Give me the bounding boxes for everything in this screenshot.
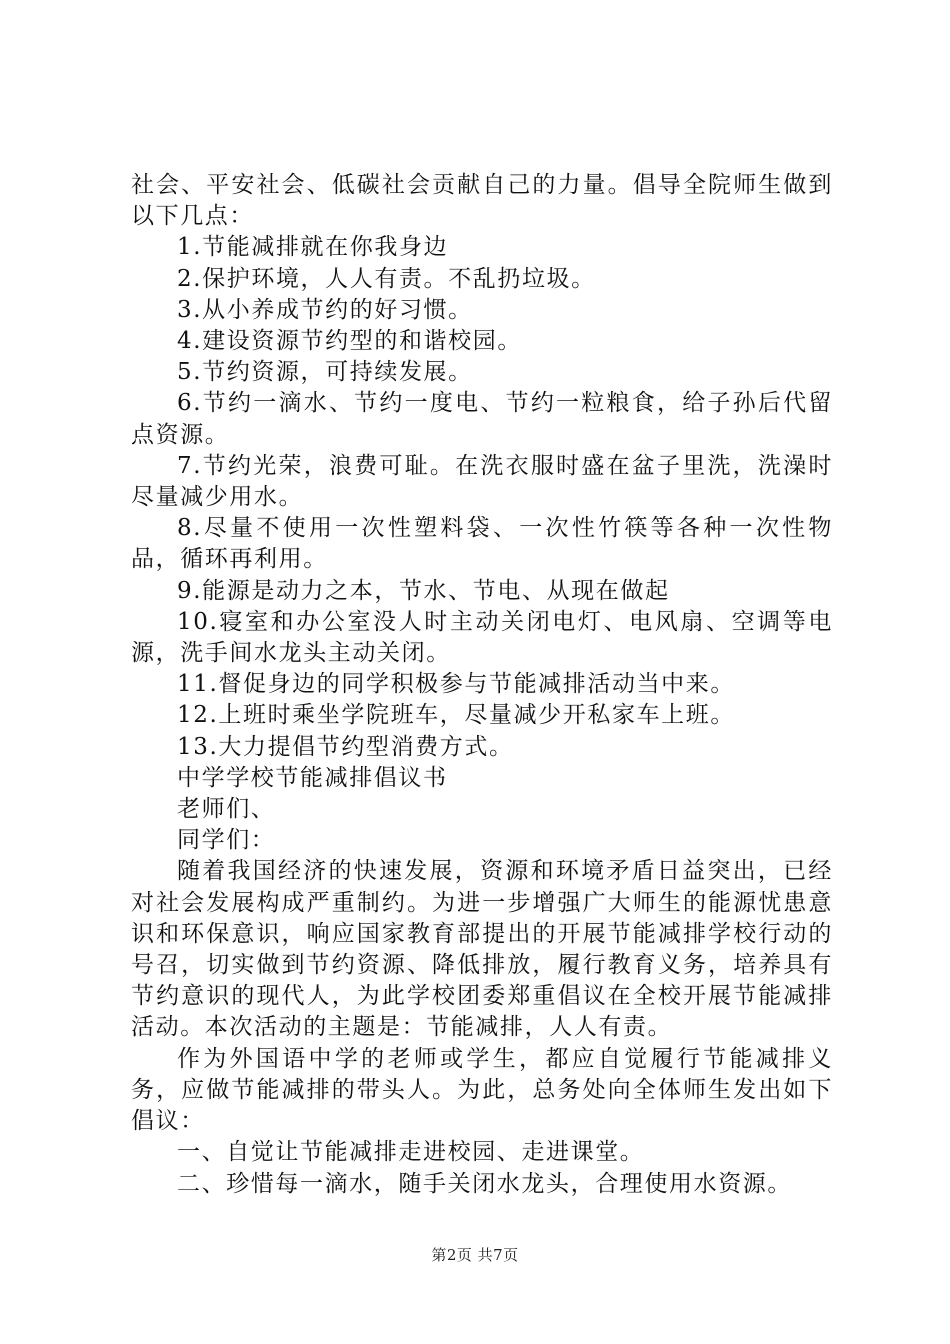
list-item-6: 6.节约一滴水、节约一度电、节约一粒粮食，给子孙后代留点资源。 (131, 390, 833, 448)
list-item-1: 1.节能减排就在你我身边 (177, 234, 449, 261)
list-item-7: 7.节约光荣，浪费可耻。在洗衣服时盛在盆子里洗，洗澡时尽量减少用水。 (131, 452, 833, 511)
paragraph-1: 社会、平安社会、低碳社会贡献自己的力量。倡导全院师生做到以下几点： (131, 172, 833, 230)
list-item-13: 13.大力提倡节约型消费方式。 (177, 733, 514, 760)
proposal-item-2: 二、珍惜每一滴水，随手关闭水龙头，合理使用水资源。 (177, 1170, 792, 1197)
section-title: 中学学校节能减排倡议书 (177, 764, 448, 791)
salutation-teachers: 老师们、 (177, 796, 276, 823)
list-item-11: 11.督促身边的同学积极参与节能减排活动当中来。 (177, 671, 735, 698)
list-item-5: 5.节约资源，可持续发展。 (177, 359, 473, 386)
body-paragraph-2: 作为外国语中学的老师或学生，都应自觉履行节能减排义务，应做节能减排的带头人。为此，总务处向全体师生发出如下倡议： (131, 1045, 833, 1135)
body-paragraph-1: 随着我国经济的快速发展，资源和环境矛盾日益突出，已经对社会发展构成严重制约。为进一步增强广大师生的能源忧患意识和环保意识，响应国家教育部提出的开展节能减排学校行动的号召，切实做到节约资源、降低排放，履行教育义务，培养具有节约意识的现代人，为此学校团委郑重倡议在全校开展节能减排活动。本次活动的主题是：节能减排，人人有责。 (131, 858, 833, 1041)
list-item-3: 3.从小养成节约的好习惯。 (177, 296, 473, 323)
proposal-item-1: 一、自觉让节能减排走进校园、走进课堂。 (177, 1139, 645, 1166)
list-item-4: 4.建设资源节约型的和谐校园。 (177, 328, 522, 355)
salutation-students: 同学们： (177, 827, 276, 854)
list-item-2: 2.保护环境，人人有责。不乱扔垃圾。 (177, 265, 596, 292)
page-number-footer: 第2页 共7页 (431, 1246, 519, 1264)
document-body (131, 170, 833, 1200)
list-item-9: 9.能源是动力之本，节水、节电、从现在做起 (177, 577, 670, 604)
list-item-10: 10.寝室和办公室没人时主动关闭电灯、电风扇、空调等电源，洗手间水龙头主动关闭。 (131, 608, 833, 667)
list-item-12: 12.上班时乘坐学院班车，尽量减少开私家车上班。 (177, 702, 735, 729)
list-item-8: 8.尽量不使用一次性塑料袋、一次性竹筷等各种一次性物品，循环再利用。 (131, 515, 833, 573)
